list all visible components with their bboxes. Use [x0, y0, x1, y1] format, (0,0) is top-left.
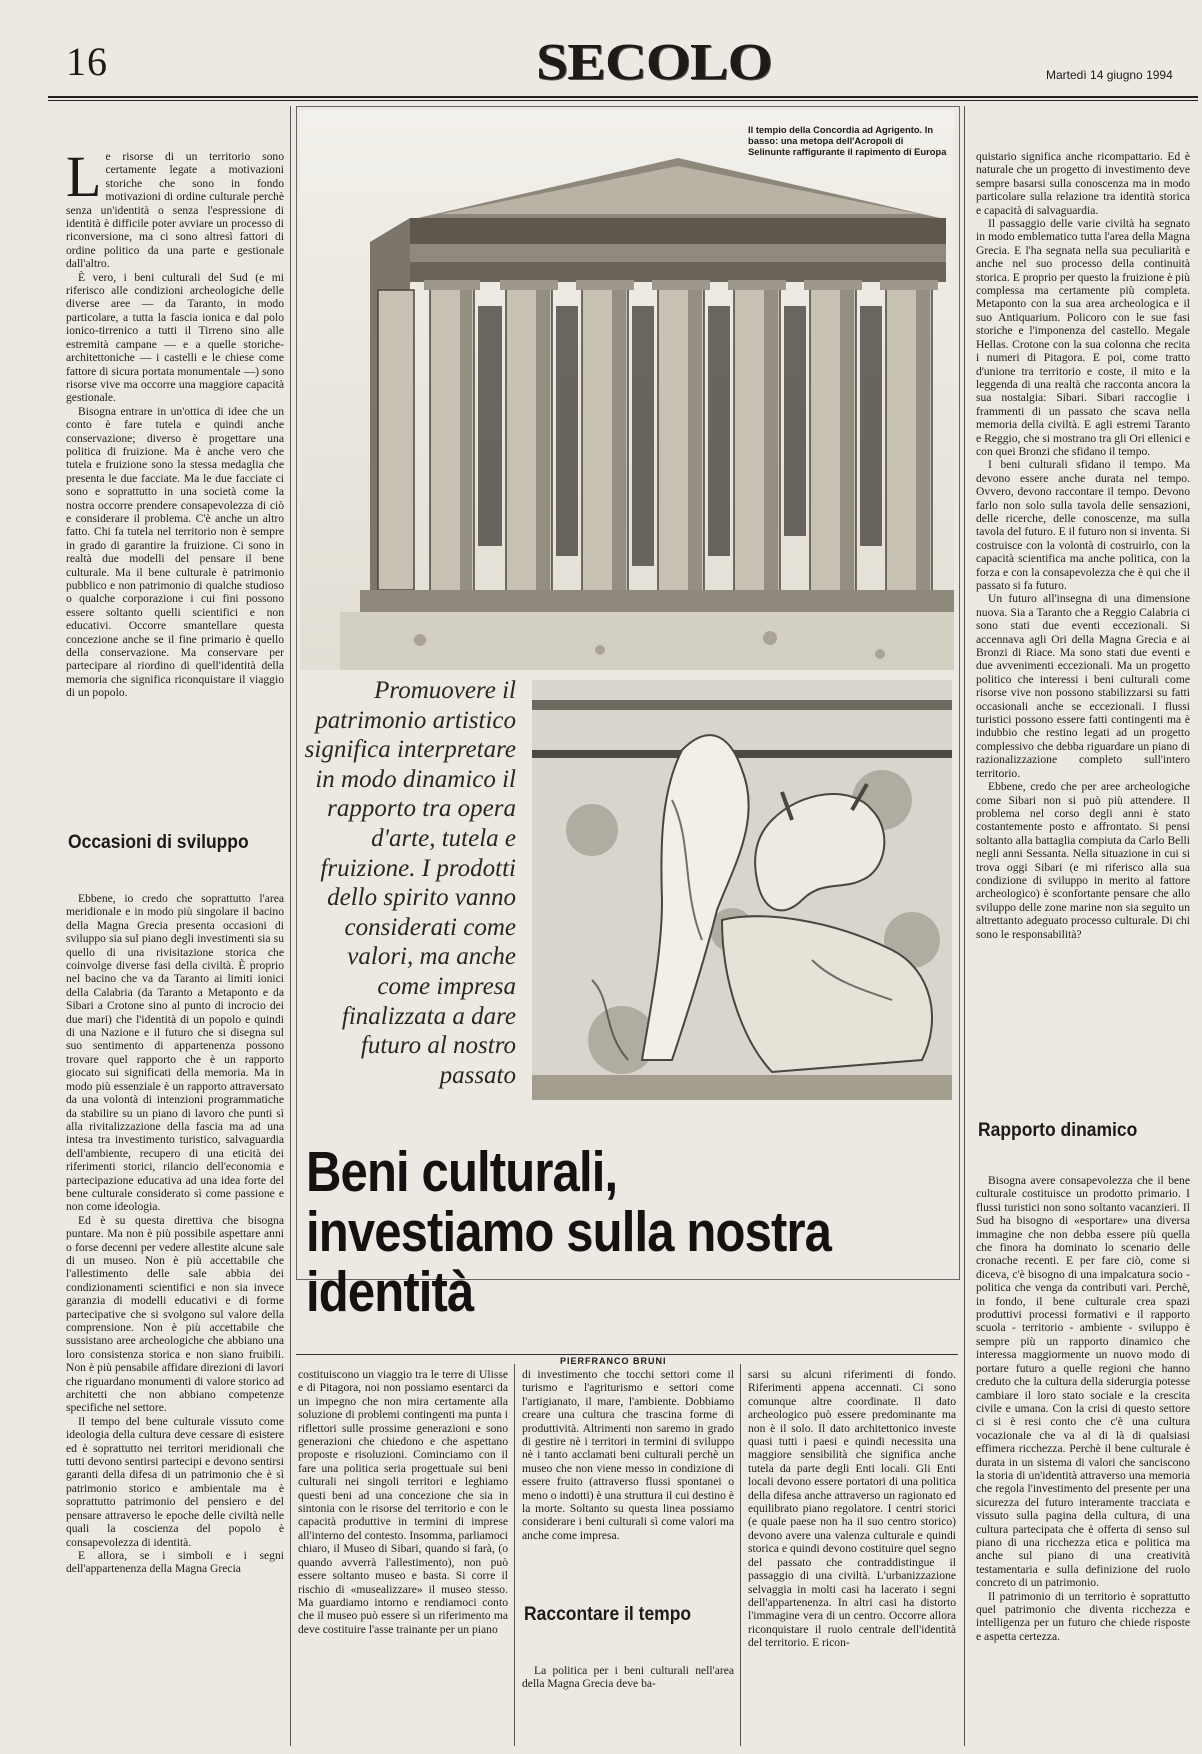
left-column-bottom	[66, 892, 284, 1708]
page-number: 16	[66, 39, 108, 84]
paragraph: di investimento che tocchi settori come il turismo e l'agriturismo e settori come l'artigianato, il mare, l'ambiente. Dobbiamo creare una cultura che trascina forme di produttività. Altrimenti non saremo in grado di gestire nè i territori in termini di sviluppo nè i tanto acclamati beni culturali perchè un museo che non viene messo in condizione di essere fruito (attraverso flussi spontanei o meno o indotti) è una struttura il cui destino è la morte. Soltanto su questa linea possiamo considerare i beni culturali sì come valori ma anche come impresa.	[522, 1368, 734, 1542]
paragraph: sarsi su alcuni riferimenti di fondo. Riferimenti appena accennati. Ci sono comunque altre coordinate. Il dato archeologico può essere predominante ma non è il solo. Il dato architettonico investe quasi tutti i paesi e quindi necessita una maggiore sensibilità che significa anche tutela da parte degli Enti locali. Gli Enti locali devono essere portatori di una politica della difesa anche attraverso un ragionato ed equilibrato piano regolatore. I centri storici (e quale paese non ha il suo centro storico) devono avere una valenza culturale e quindi storica e quindi devono costituire quel segno del passato che contraddistingue il passaggio di una civiltà. L'urbanizzazione selvaggia in molti casi ha lacerato i segni dell'appartenenza. In altri casi ha distorto l'immagine vera di un centro. Occorre allora riconquistare il ruolo centrale dell'identità del territorio. E ricon-	[748, 1368, 956, 1650]
right-column-bottom	[976, 1174, 1190, 1746]
temple-photo	[300, 110, 954, 670]
right-column-top	[976, 150, 1190, 1110]
issue-date: Martedì 14 giugno 1994	[1046, 68, 1173, 82]
bottom-column-2	[522, 1368, 734, 1600]
photo-caption: Il tempio della Concordia ad Agrigento. In basso: una metopa dell'Acropoli di Selinunte raffigurante il rapimento di Europa	[748, 124, 947, 157]
paragraph: La politica per i beni culturali nell'area della Magna Grecia deve ba-	[522, 1664, 734, 1691]
paragraph: Bisogna entrare in un'ottica di idee che un conto è fare tutela e quindi anche conservazione; diverso è progettare una politica di fruizione. Ma è anche vero che tutela e fruizione sono la stessa medaglia che presenta le due facciate. Ma le due facciate ci sono e soprattutto in una società come la nostra occorre prendere consapevolezza di ciò e considerare il problema. C'è anche un altro fatto. Chi fa tutela nel territorio non è sempre in grado di garantire la fruizione. Ci sono in realtà due modelli del pensare il bene culturale. Ma il bene culturale è patrimonio pubblico e non patrimonio di qualche studioso o qualche corporazione i cui fini possono essere soltanto quelli scientifici e non educativi. Occorre smantellare questa concezione anche se il fine primario è quello della conservazione. Ma conservare per partecipare al riordino di quell'identità della memoria che significa riconquistare il viaggio di un popolo.	[66, 404, 284, 700]
subheading-occasioni: Occasioni di sviluppo	[68, 832, 249, 853]
bottom-column-3	[748, 1368, 956, 1740]
subheading-rapporto: Rapporto dinamico	[978, 1120, 1138, 1141]
paragraph: Il tempo del bene culturale vissuto come ideologia della cultura deve cessare di esistere ed è soprattutto nei territori meridionali che tutti devono sentirsi partecipi e devono sentirsi garanti della difesa di un patrimonio che è sì patrimonio storico e ambientale ma è soprattutto patrimonio del pensiero e del pensare attraverso le epoche delle civiltà nelle quali la coscienza del popolo è consapevolezza di identità.	[66, 1414, 284, 1549]
byline-rule	[296, 1354, 958, 1355]
headline: Beni culturali, investiamo sulla nostra identità	[306, 1140, 832, 1324]
paragraph: Ebbene, credo che per aree archeologiche come Sibari non si può più attendere. Il problema nel corso degli anni è stato costantemente posto e affrontato. Si pensi soltanto alla battaglia compiuta da Carlo Belli negli anni Sessanta. Nella situazione in cui si trova oggi Sibari (e mi riferisco alla sua condizione di sviluppo in merito al fattore archeologico) è sconfortante pensare che allo sviluppo delle zone marine non sia seguito un altrettanto adeguato processo culturale. Di chi sono le responsabilità?	[976, 780, 1190, 941]
metope-photo	[532, 680, 952, 1100]
drop-cap: L	[66, 150, 102, 209]
bottom-column-1	[298, 1368, 508, 1740]
byline: PIERFRANCO BRUNI	[560, 1356, 667, 1366]
header-rule	[48, 96, 1198, 98]
column-rule	[964, 106, 965, 1746]
masthead: SECOLO	[536, 32, 772, 91]
paragraph: quistario significa anche ricompattario. Ed è naturale che un progetto di investimento deve sempre basarsi sulla conoscenza ma in modo particolare sulla relazione tra identità storica e capacità di salvaguardia.	[976, 150, 1190, 217]
paragraph: E allora, se i simboli e i segni dell'appartenenza della Magna Grecia	[66, 1548, 284, 1576]
paragraph: e risorse di un territorio sono certamente legate a motivazioni storiche che sono in fondo motivazioni di ordine culturale perchè senza un'identità o senza l'espressione di identità è difficile poter avviare un processo di riconversione, ma ci sono altresì fattori di ordine politico da una parte e gestionale dall'altro.	[66, 150, 284, 271]
paragraph: Bisogna avere consapevolezza che il bene culturale costituisce un prodotto primario. I flussi turistici non sono soltanto vacanzieri. Il Sud ha bisogno di «esportare» una diversa immagine che non debba essere più quella che finora ha dominato lo scenario delle cronache recenti. E per fare ciò, come si diceva, c'è bisogno di una impalcatura socio - politica che venga da contributi vari. Perchè, in fondo, il bene culturale crea spazi produttivi processi formativi e il rapporto scuola - territorio - ambiente - sviluppo è sempre più un rapporto dinamico che interessa maggiormente un nuovo modo di portare futuro a quelle regioni che hanno creduto che la cultura della siderurgia potesse cambiare il loro stato sociale e la crescita civile e umana. Con la crisi di questo settore ci si è resi conto che c'è una cultura vocazionale che va al di là di qualsiasi effimera ricchezza. Perchè il bene culturale è durata in un sistema di valori che sanciscono la storia di un'identità attraverso una memoria che regola l'investimento del presente per una sicurezza del futuro interamente tracciata e vissuto sulla pagina della cultura, di una cultura partecipata che è offerta di senso sul piano di una ricchezza etica e politica ma anche sul piano di una creatività testamentaria e sulla definizione del ruolo concreto di un patrimonio.	[976, 1174, 1190, 1590]
paragraph: Il passaggio delle varie civiltà ha segnato in modo emblematico tutta l'area della Magna Grecia. E l'ha segnata nella sua peculiarità e anche nel suo processo della continuità storica. E proprio per questo la fruizione è più complessa ma certamente più completa. Metaponto con la sua area archeologica e il suo Antiquarium. Policoro con le sue fasi storiche e l'imponenza del castello. Megale Hellas. Crotone con la sua colonna che recita i numeri di Pitagora. E poi, come tratto d'unione tra territorio e coste, il mito e la leggenda di una realtà che racconta ancora la sua nostalgia: Sibari. Sibari raccoglie i frammenti di un passato che scava nella memoria della civiltà. E agli estremi Taranto e Reggio, che si mostrano tra gli Ori ellenici e con quei Bronzi che sfidano il tempo.	[976, 217, 1190, 458]
paragraph: Un futuro all'insegna di una dimensione nuova. Sia a Taranto che a Reggio Calabria ci sono stati due eventi eccezionali. Si accennava agli Ori della Magna Grecia e ai Bronzi di Riace. Ma sono stati due eventi e due avvenimenti eccezionali. Ma un progetto politico che interessi i beni culturali come risorse vive non possono stabilizzarsi su fatti occasionali anche se eccezionali. I flussi turistici possono essere fatti contingenti ma è indubbio che restino legati ad un progetto complessivo che debba riguardare un piano di razionalizzazione completo sull'intero territorio.	[976, 592, 1190, 780]
paragraph: Ebbene, io credo che soprattutto l'area meridionale e in modo più singolare il bacino della Magna Grecia presenta occasioni di sviluppo sia sul piano degli investimenti sia su quello di una rivisitazione storica che coinvolge diverse fasi della civiltà. È proprio nel bacino che va da Taranto ai limiti ionici della Calabria (da Taranto a Metaponto e da Sibari a Crotone sino al punto di incrocio dei due mari) che l'identità di un popolo e quindi di una Nazione e il futuro che si disegna sul suo sentimento di appartenenza possono trovare quel rapporto che è un rapporto giocato sui significati della memoria. Ma in modo più essenziale è un rapporto attraversato da una volontà di intenzioni programmatiche da stabilire su un piano di lavoro che punti sì alla rivitalizzazione della fascia ma ad una intesa tra investimento turistico, salvaguardia dell'ambiente, recupero di una eticità dei riferimenti storici, rilancio dell'economia e partecipazione educativa ad una idea forte del bene culturale considerato sì come passione e non come ideologia.	[66, 892, 284, 1214]
subheading-raccontare: Raccontare il tempo	[524, 1604, 692, 1625]
paragraph: Ed è su questa direttiva che bisogna puntare. Ma non è più possibile aspettare anni o forse decenni per vedere allestite alcune sale di un museo. Non è più accettabile che l'allestimento delle sale abbia dei condizionamenti scientifici e non sia invece garanzia di modelli educativi e di forme partecipative che si svolgono sul valore della comprensione. Non è più accettabile che sussistano aree archeologiche che abbiano una loro consistenza storica e non siano fruibili. Non è più pensabile affidare direzioni di lavori che riguardano monumenti di valore storico ad architetti che non abbiano competenze specifiche nel settore.	[66, 1213, 284, 1415]
column-rule	[740, 1364, 741, 1746]
paragraph: I beni culturali sfidano il tempo. Ma devono essere anche durata nel tempo. Ovvero, devono raccontare il tempo. Devono farlo non solo sulla tavola delle sensazioni, delle ricerche, delle conoscenze, ma sulla tavola del futuro. E il futuro non si inventa. Si costruisce con la volontà di costruirlo, con la capacità scientifica ma anche politica, con la forza e con la consapevolezza che è qui che il passato si fa futuro.	[976, 458, 1190, 592]
pull-quote: Promuovere il patrimonio artistico significa interpretare in modo dinamico il rapporto tra opera d'arte, tutela e fruizione. I prodotti dello spirito vanno considerati come valori, ma anche come impresa finalizzata a dare futuro al nostro passato	[304, 677, 516, 1089]
left-column-top	[66, 150, 284, 822]
paragraph: costituiscono un viaggio tra le terre di Ulisse e di Pitagora, noi non possiamo esentarci da un impegno che non mira certamente alla soluzione di problemi contingenti ma punta i riflettori sulle prossime generazioni e sono generazioni che chiedono e che aspettano proposte e risoluzioni. Cominciamo con il fare una politica seria progettuale sui beni culturali nei singoli territori e leghiamo questi beni ad una concezione che sia in sintonia con le risorse del territorio e con le capacità produttive in termini di imprese all'interno del contesto. Insomma, parliamoci chiaro, il Museo di Sibari, quando si farà, (o quando avverrà l'allestimento), non può essere soltanto museo e basta. Si corre il rischio di «musealizzare» il museo stesso. Ma guardiamo intorno e rendiamoci conto che il museo può essere sì un riferimento ma deve costituire l'asse trainante per un piano	[298, 1368, 508, 1636]
header-rule-thin	[48, 100, 1198, 101]
column-rule	[290, 106, 291, 1746]
paragraph: Il patrimonio di un territorio è soprattutto quel patrimonio che diventa ricchezza e intelligenza per un futuro che chiede risposte e aspetta certezza.	[976, 1589, 1190, 1643]
column-rule	[514, 1364, 515, 1746]
bottom-column-2-cont	[522, 1664, 734, 1704]
paragraph: È vero, i beni culturali del Sud (e mi riferisco alle condizioni archeologiche delle diverse aree — da Taranto, in modo particolare, a tutta la fascia ionica e dal polo ionico-tirrenico a tutti il Tirreno sino alle estremità campane — e a quelle storiche-architettoniche — i castelli e le chiese come fattore di sicura portata monumentale —) sono risorse vive ma occorre una maggiore capacità gestionale.	[66, 270, 284, 405]
